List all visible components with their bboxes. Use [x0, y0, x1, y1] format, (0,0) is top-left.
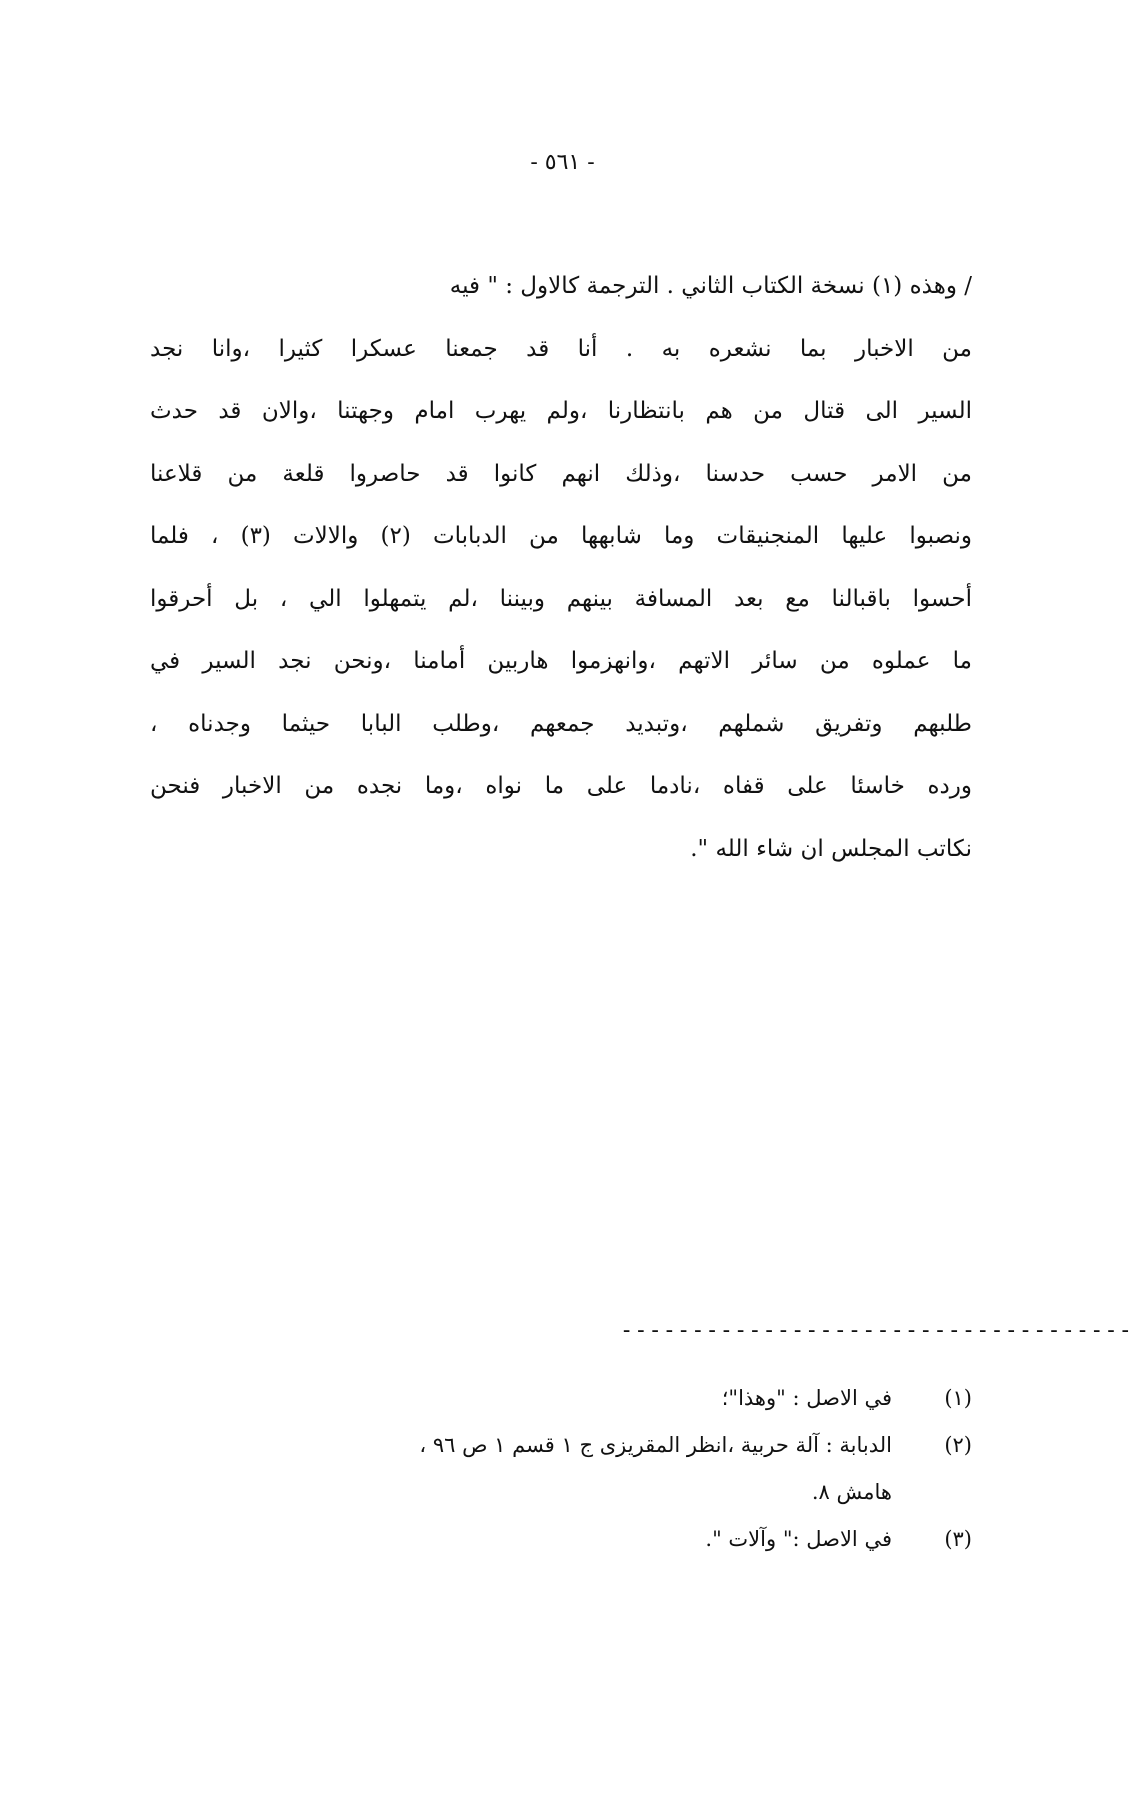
text-line: أحسوا باقبالنا مع بعد المسافة بينهم وبيننا ،لم يتمهلوا الي ، بل أحرقوا — [150, 585, 972, 612]
text-line: السير الى قتال من هم بانتظارنا ،ولم يهرب امام وجهتنا ،والان قد حدث — [150, 398, 972, 424]
text-line: ورده خاسئا على قفاه ،نادما على ما نواه ،وما نجده من الاخبار فنحن — [150, 773, 972, 799]
text-line: طلبهم وتفريق شملهم ،وتبديد جمعهم ،وطلب البابا حيثما وجدناه ، — [150, 710, 972, 737]
footnote-3 — [200, 1521, 972, 1557]
footnote-separator: ------------------------------------ — [620, 1318, 1133, 1343]
footnotes — [200, 1380, 972, 1568]
footnote-1 — [200, 1380, 972, 1416]
footnote-continuation: هامش ٨. — [811, 1480, 892, 1504]
footnote-number: (١) — [944, 1386, 972, 1410]
text-line: ما عملوه من سائر الاتهم ،وانهزموا هاربين أمامنا ،ونحن نجد السير في — [150, 648, 972, 674]
main-text — [150, 255, 972, 880]
footnote-text: الدبابة : آلة حربية ،انظر المقريزى ج ١ قسم ١ ص ٩٦ ، — [419, 1433, 892, 1457]
text-line: نكاتب المجلس ان شاء الله ". — [690, 835, 972, 862]
text-line: / وهذه (١) نسخة الكتاب الثاني . الترجمة كالاول : " فيه — [449, 273, 972, 299]
footnote-number: (٢) — [944, 1433, 972, 1457]
footnote-text: في الاصل : "وهذا"؛ — [721, 1386, 892, 1410]
page-number: - ٥٦١ - — [530, 150, 595, 175]
text-line: من الامر حسب حدسنا ،وذلك انهم كانوا قد حاصروا قلعة من قلاعنا — [150, 460, 972, 487]
footnote-text: في الاصل :" وآلات ". — [705, 1527, 892, 1551]
footnote-2 — [200, 1427, 972, 1463]
text-line: من الاخبار بما نشعره به . أنا قد جمعنا عسكرا كثيرا ،وانا نجد — [150, 335, 972, 362]
text-line: ونصبوا عليها المنجنيقات وما شابهها من الدبابات (٢) والالات (٣) ، فلما — [150, 523, 972, 549]
footnote-number: (٣) — [944, 1527, 972, 1551]
